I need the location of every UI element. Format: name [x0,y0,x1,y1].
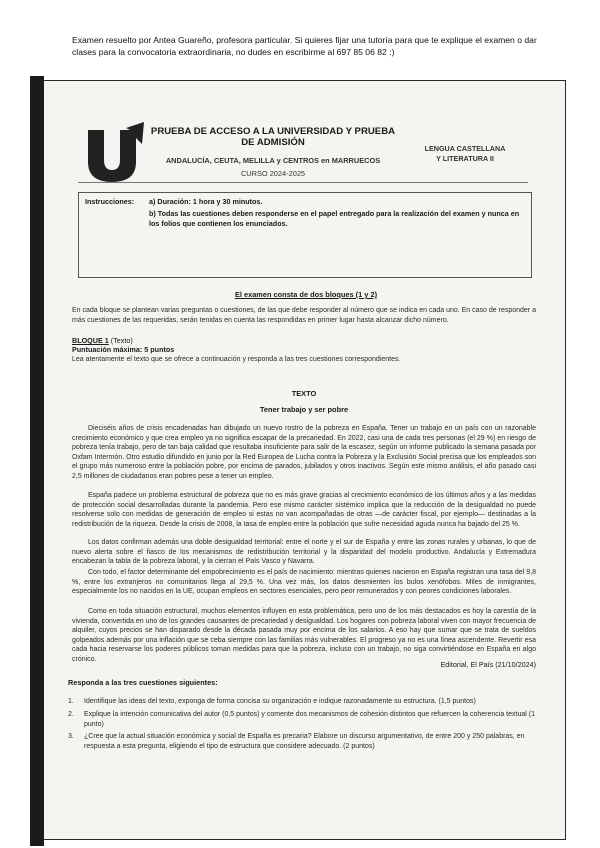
paragraph: Como en toda situación estructural, muchos elementos influyen en esta problemática, pero uno de los más destacados es hoy la carestía de la vivienda, convertida en uno de los grandes causantes de precariedad y desigualdad. Los hogares con pobreza laboral viven con mayor frecuencia de alquiler, cuyos precios se han disparado desde la década pasada muy por encima de los salarios. A eso hay que sumar que se trata de sueldos golpeados además por una inflación que se ceba siempre con las familias más vulnerables. El progreso ya no es una línea ascendente. Revertir esa cada hacia reservarse los poderes públicos toman medidas para que la pobreza, incluso con un trabajo, no siga convirtiéndose en España en algo crónico. [72,608,536,663]
block1-score: Puntuación máxima: 5 puntos [72,345,175,354]
question-number: 2. [68,711,74,718]
instructions-box [78,192,532,278]
question-number: 3. [68,733,74,740]
question-text: Explique la intención comunicativa del autor (0,5 puntos) y comente dos mecanismos de cohesión distintos que refuercen la coherencia textual (1 punto) [84,711,535,728]
exam-regions: ANDALUCÍA, CEUTA, MELILLA y CENTROS en MARRUECOS [165,156,381,165]
text-title: Tener trabajo y ser pobre [259,405,349,414]
instruction-b: b) Todas las cuestiones deben responderse en el papel entregado para la realización del examen y nunca en los folios que contienen los enunciados. [149,209,520,228]
intro-note: Examen resuelto por Antea Guareño, profesora particular. Si quieres fijar una tutoría para que te explique el examen o dar clases para la convocatoria extraordinaria, no dudes en escribirme al 697 85 06 82 :) [72,35,537,57]
subject-line-1: LENGUA CASTELLANA [424,144,506,153]
questions-heading: Responda a las tres cuestiones siguientes: [68,678,218,687]
exam-rules: En cada bloque se plantean varias preguntas o cuestiones, de las que debe responder al número que se indica en cada uno. En caso de responder a más cuestiones de las requeridas, serán tenidas en cuenta las respondidas en primer lugar hasta alcanzar dicho número. [72,307,536,324]
text-label: TEXTO [291,389,317,398]
university-logo-icon [78,122,158,182]
question-item [68,697,536,707]
question-text: Identifique las ideas del texto, exponga de forma concisa su organización e indique razonadamente su estructura. (1,5 puntos) [84,698,476,705]
exam-course: CURSO 2024-2025 [240,169,306,178]
exam-subject [400,144,530,164]
question-item [68,732,536,751]
exam-lead: El examen consta de dos bloques (1 y 2) [234,290,378,299]
paragraph: Los datos confirman además una doble desigualdad territorial: entre el norte y el sur de España y entre las zonas rurales y urbanas, lo que de nuevo alerta sobre el fiasco de los mecanismos de redistribución territorial y la disparidad del modelo productivo. Andalucía y Extremadura encabezan la tabla de la pobreza laboral, y la cierran el País Vasco y Navarra. [72,539,536,565]
subject-line-2: Y LITERATURA II [436,154,494,163]
text-source: Editorial, El País (21/10/2024) [440,660,536,669]
paragraph: Con todo, el factor determinante del empobrecimiento es el país de nacimiento: mientras quienes nacieron en España registran una tasa del 9,8 %, entre los extranjeros no comunitarios llega al 29,5 %. Una vez más, los datos desmienten los bulos xenófobos. Miles de inmigrantes, especialmente los no nacidos en la UE, ocupan empleos en sectores esenciales, pero peor remunerados y con peores condiciones laborales. [72,569,536,595]
exam-sheet [36,80,566,840]
question-item [68,710,536,729]
question-number: 1. [68,698,74,705]
question-text: ¿Cree que la actual situación económica y social de España es precaria? Elabore un discurso argumentativo, de entre 200 y 250 palabras, en respuesta a esta pregunta, eligiendo el tipo de estructura que considere adecuado. (2 puntos) [84,733,525,750]
block1-instruction: Lea atentamente el texto que se ofrece a continuación y responda a las tres cuestiones correspondientes. [72,356,401,363]
block1-suffix: (Texto) [110,336,133,345]
block1-name: BLOQUE 1 [72,336,109,345]
instructions-label: Instrucciones: [85,197,135,206]
exam-header [78,122,528,183]
exam-title: PRUEBA DE ACCESO A LA UNIVERSIDAD Y PRUEBA DE ADMISIÓN [150,126,396,148]
instruction-a: a) Duración: 1 hora y 30 minutos. [149,197,263,206]
paragraph: España padece un problema estructural de pobreza que no es más grave gracias al crecimiento económico de los últimos años y a las medidas de protección social desarrolladas durante la pandemia. Pero ese mismo carácter sistémico implica que la reducción de la desigualdad no puede resolverse solo con medidas de generación de empleo si estas no van acompañadas de otras —de carácter fiscal, por ejemplo— destinadas a la redistribución de la riqueza. Desde la crisis de 2008, la tasa de empleo entre la población que sufre necesidad aguda nunca ha bajado del 25 %. [72,492,536,528]
paragraph: Dieciséis años de crisis encadenadas han dibujado un nuevo rostro de la pobreza en España. Tener un trabajo en un país con un razonable crecimiento económico y que crea empleo ya no significa escapar de la precariedad. En 2022, casi una de cada tres personas (el 29 %) en riesgo de pobreza tenía trabajo, pero de tan baja calidad que resultaba insuficiente para salir de la escasez, según un informe publicado la semana pasada por Oxfam Intermón. Otro estudio difundido en junio por la Red Europea de Lucha contra la Pobreza y la Exclusión Social precisa que los empleados son el grupo más numeroso entre la población pobre, por encima de parados, jubilados y otros inactivos. Según este mismo análisis, el año pasado casi 2,5 millones de ciudadanos eran pobres pese a tener un empleo. [72,425,536,480]
